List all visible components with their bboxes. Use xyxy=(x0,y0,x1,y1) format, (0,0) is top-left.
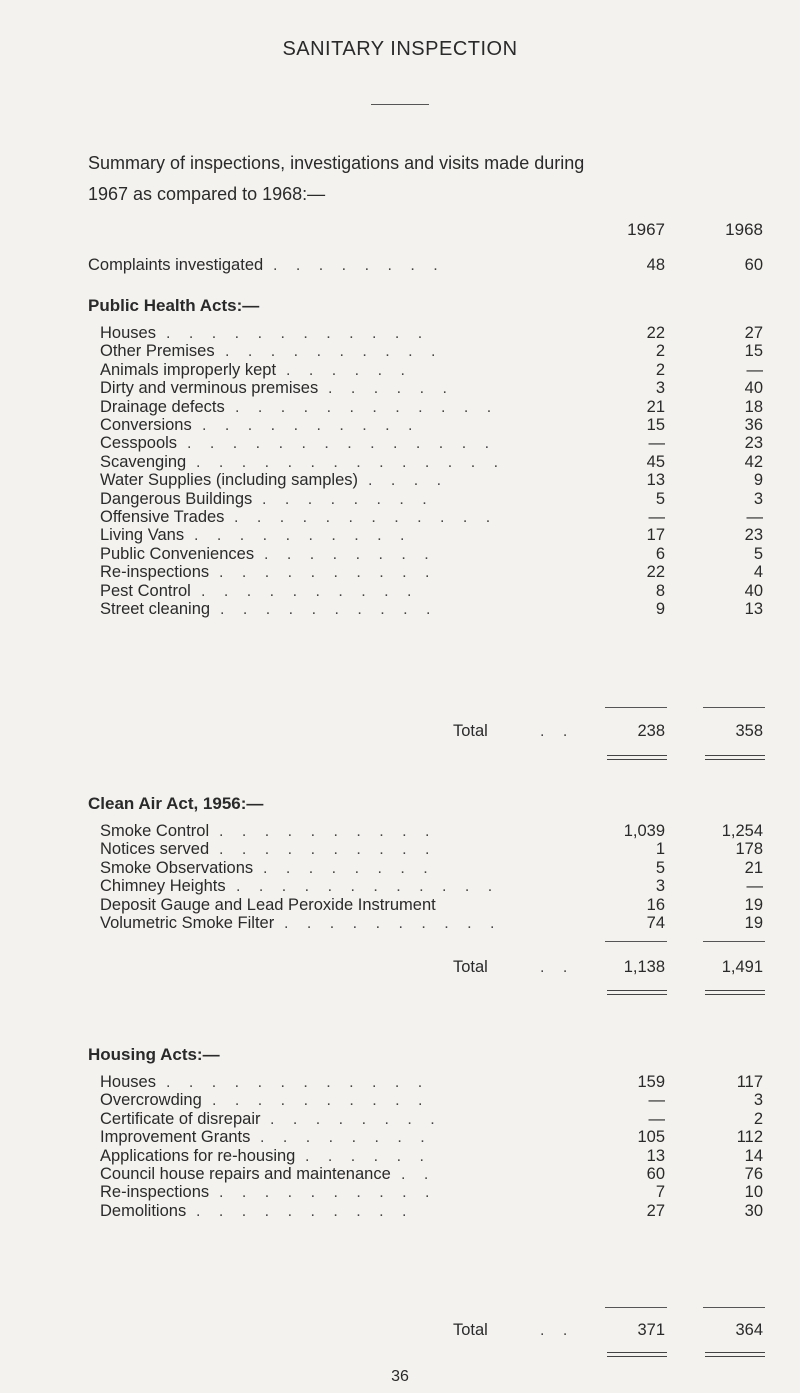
column-header-1967: 1967 xyxy=(627,220,665,239)
value-1967: 1 xyxy=(655,840,665,858)
row-label: Notices served xyxy=(100,840,210,858)
value-1967: 2 xyxy=(655,342,665,360)
value-1968: — xyxy=(746,508,763,526)
value-1968: 40 xyxy=(744,379,763,397)
value-1967: 1,039 xyxy=(623,822,665,840)
value-1967: 5 xyxy=(655,859,665,877)
total-1967: 371 xyxy=(637,1321,665,1339)
value-1967: 3 xyxy=(655,379,665,397)
total-label: Total xyxy=(453,722,488,740)
leader-dots: . . . . . . . . . . . . xyxy=(234,509,498,526)
value-1967: 21 xyxy=(646,398,665,416)
title-rule xyxy=(371,104,429,105)
value-1968: 23 xyxy=(744,526,763,544)
leader-dots: . . . . . . . . xyxy=(262,491,434,508)
value-1967: — xyxy=(648,434,665,452)
row-label: Demolitions xyxy=(100,1202,187,1220)
page-number: 36 xyxy=(391,1368,409,1385)
leader-dots: . . xyxy=(540,1322,575,1339)
leader-dots: . . . . . . . . . . xyxy=(219,841,437,858)
leader-dots: . . . . . . xyxy=(305,1148,431,1165)
row-label: Complaints investigated xyxy=(88,256,264,274)
row-label: Public Conveniences xyxy=(100,545,255,563)
value-1968: 13 xyxy=(744,600,763,618)
leader-dots: . . . . . . . . . . . . xyxy=(235,399,499,416)
leader-dots: . . . . . . . . . . xyxy=(219,1184,437,1201)
row-label: Water Supplies (including samples) xyxy=(100,471,358,489)
leader-dots: . . . . . . . . xyxy=(263,860,435,877)
value-1967: 13 xyxy=(646,1147,665,1165)
value-1968: 30 xyxy=(744,1202,763,1220)
row-label: Deposit Gauge and Lead Peroxide Instrument xyxy=(100,896,436,914)
row-label: Improvement Grants xyxy=(100,1128,251,1146)
value-1968: 42 xyxy=(744,453,763,471)
total-label: Total xyxy=(453,958,488,976)
leader-dots: . . . . . . . . . . xyxy=(196,1203,414,1220)
value-1968: 15 xyxy=(744,342,763,360)
total-1968: 1,491 xyxy=(721,958,763,976)
value-1968: 27 xyxy=(744,324,763,342)
value-1967: 159 xyxy=(637,1073,665,1091)
value-1968: 112 xyxy=(736,1128,763,1146)
row-label: Council house repairs and maintenance xyxy=(100,1165,391,1183)
total-rule xyxy=(605,1307,667,1308)
value-1968: 117 xyxy=(736,1073,763,1091)
double-underline xyxy=(607,755,667,760)
leader-dots: . . . . . . . . xyxy=(264,546,436,563)
value-1968: 5 xyxy=(753,545,763,563)
total-label: Total xyxy=(453,1321,488,1339)
total-rule xyxy=(703,1307,765,1308)
value-1968: 4 xyxy=(753,563,763,581)
value-1967: 22 xyxy=(646,324,665,342)
leader-dots: . . . . . . . . . . xyxy=(219,564,437,581)
row-label: Conversions xyxy=(100,416,192,434)
leader-dots: . . xyxy=(540,723,575,740)
leader-dots: . . . . . . . . . . . . xyxy=(166,1074,430,1091)
leader-dots: . . . . . . . . . . . . xyxy=(236,878,500,895)
row-label: Houses xyxy=(100,324,156,342)
row-label: Re-inspections xyxy=(100,563,210,581)
value-1968: 40 xyxy=(744,582,763,600)
row-label: Overcrowding xyxy=(100,1091,202,1109)
total-1968: 364 xyxy=(735,1321,763,1339)
row-label: Chimney Heights xyxy=(100,877,226,895)
leader-dots: . . . . . . . . . . . . . . xyxy=(187,435,497,452)
leader-dots: . . . . . . . . . . xyxy=(212,1092,430,1109)
value-1968: 14 xyxy=(744,1147,763,1165)
double-underline xyxy=(705,990,765,995)
value-1967: — xyxy=(648,508,665,526)
value-1968: 60 xyxy=(744,256,763,274)
total-1967: 1,138 xyxy=(623,958,665,976)
row-label: Offensive Trades xyxy=(100,508,225,526)
page-title: SANITARY INSPECTION xyxy=(282,38,518,60)
value-1967: 48 xyxy=(646,256,665,274)
value-1967: 105 xyxy=(637,1128,665,1146)
value-1968: 2 xyxy=(753,1110,763,1128)
section-heading-housing: Housing Acts:— xyxy=(88,1045,220,1064)
value-1968: 19 xyxy=(744,914,763,932)
value-1968: — xyxy=(746,877,763,895)
value-1967: 74 xyxy=(646,914,665,932)
value-1968: — xyxy=(746,361,763,379)
row-label: Pest Control xyxy=(100,582,191,600)
row-label: Other Premises xyxy=(100,342,215,360)
leader-dots: . . . . . . . . . . . . xyxy=(166,325,430,342)
value-1968: 1,254 xyxy=(721,822,763,840)
double-underline xyxy=(705,1352,765,1357)
leader-dots: . . . . . . . . . . xyxy=(219,823,437,840)
leader-dots: . . . . . . . . . . xyxy=(202,417,420,434)
double-underline xyxy=(705,755,765,760)
value-1967: 22 xyxy=(646,563,665,581)
value-1968: 21 xyxy=(744,859,763,877)
value-1968: 36 xyxy=(744,416,763,434)
row-label: Animals improperly kept xyxy=(100,361,277,379)
total-rule xyxy=(605,707,667,708)
value-1967: 27 xyxy=(646,1202,665,1220)
value-1967: 60 xyxy=(646,1165,665,1183)
double-underline xyxy=(607,990,667,995)
value-1967: 8 xyxy=(655,582,665,600)
leader-dots: . . . . . . . . . . xyxy=(220,601,438,618)
row-label: Dangerous Buildings xyxy=(100,490,253,508)
value-1967: 2 xyxy=(655,361,665,379)
row-label: Street cleaning xyxy=(100,600,211,618)
value-1967: 16 xyxy=(646,896,665,914)
value-1968: 178 xyxy=(735,840,763,858)
leader-dots: . . . . . . . . . . xyxy=(194,527,412,544)
value-1967: 45 xyxy=(646,453,665,471)
row-label: Smoke Control xyxy=(100,822,210,840)
value-1968: 18 xyxy=(744,398,763,416)
value-1967: 9 xyxy=(655,600,665,618)
row-label: Dirty and verminous premises xyxy=(100,379,319,397)
row-label: Smoke Observations xyxy=(100,859,254,877)
section-heading-clean-air: Clean Air Act, 1956:— xyxy=(88,794,264,813)
section-heading-public-health: Public Health Acts:— xyxy=(88,296,260,315)
leader-dots: . . . . . . . . . . . . . . xyxy=(196,454,506,471)
row-label: Living Vans xyxy=(100,526,185,544)
leader-dots: . . . . . . . . . . xyxy=(284,915,502,932)
leader-dots: . . . . . . xyxy=(286,362,412,379)
total-rule xyxy=(605,941,667,942)
leader-dots: . . . . . . xyxy=(328,380,454,397)
value-1967: 5 xyxy=(655,490,665,508)
leader-dots: . . . . . . . . xyxy=(273,257,445,274)
intro-line-1: Summary of inspections, investigations and visits made during xyxy=(88,153,585,173)
total-1967: 238 xyxy=(637,722,665,740)
value-1968: 10 xyxy=(744,1183,763,1201)
leader-dots: . . . . . . . . xyxy=(270,1111,442,1128)
row-label: Scavenging xyxy=(100,453,187,471)
value-1967: 7 xyxy=(655,1183,665,1201)
double-underline xyxy=(607,1352,667,1357)
value-1967: 15 xyxy=(646,416,665,434)
value-1968: 3 xyxy=(753,1091,763,1109)
column-header-1968: 1968 xyxy=(725,220,763,239)
row-label: Re-inspections xyxy=(100,1183,210,1201)
value-1968: 9 xyxy=(753,471,763,489)
row-label: Volumetric Smoke Filter xyxy=(100,914,275,932)
value-1967: 17 xyxy=(646,526,665,544)
leader-dots: . . . . . . . . xyxy=(260,1129,432,1146)
value-1967: 3 xyxy=(655,877,665,895)
intro-line-2: 1967 as compared to 1968:— xyxy=(88,184,326,204)
value-1968: 23 xyxy=(744,434,763,452)
leader-dots: . . . . . . . . . . xyxy=(225,343,443,360)
total-rule xyxy=(703,941,765,942)
total-rule xyxy=(703,707,765,708)
leader-dots: . . . . xyxy=(368,472,449,489)
row-label: Certificate of disrepair xyxy=(100,1110,261,1128)
value-1967: — xyxy=(648,1110,665,1128)
leader-dots: . . xyxy=(540,959,575,976)
total-1968: 358 xyxy=(735,722,763,740)
row-label: Applications for re-housing xyxy=(100,1147,296,1165)
leader-dots: . . xyxy=(401,1166,436,1183)
value-1968: 76 xyxy=(744,1165,763,1183)
leader-dots: . . . . . . . . . . xyxy=(201,583,419,600)
value-1968: 3 xyxy=(753,490,763,508)
value-1967: — xyxy=(648,1091,665,1109)
value-1967: 6 xyxy=(655,545,665,563)
row-label: Drainage defects xyxy=(100,398,225,416)
value-1967: 13 xyxy=(646,471,665,489)
value-1968: 19 xyxy=(744,896,763,914)
row-label: Cesspools xyxy=(100,434,178,452)
row-label: Houses xyxy=(100,1073,156,1091)
